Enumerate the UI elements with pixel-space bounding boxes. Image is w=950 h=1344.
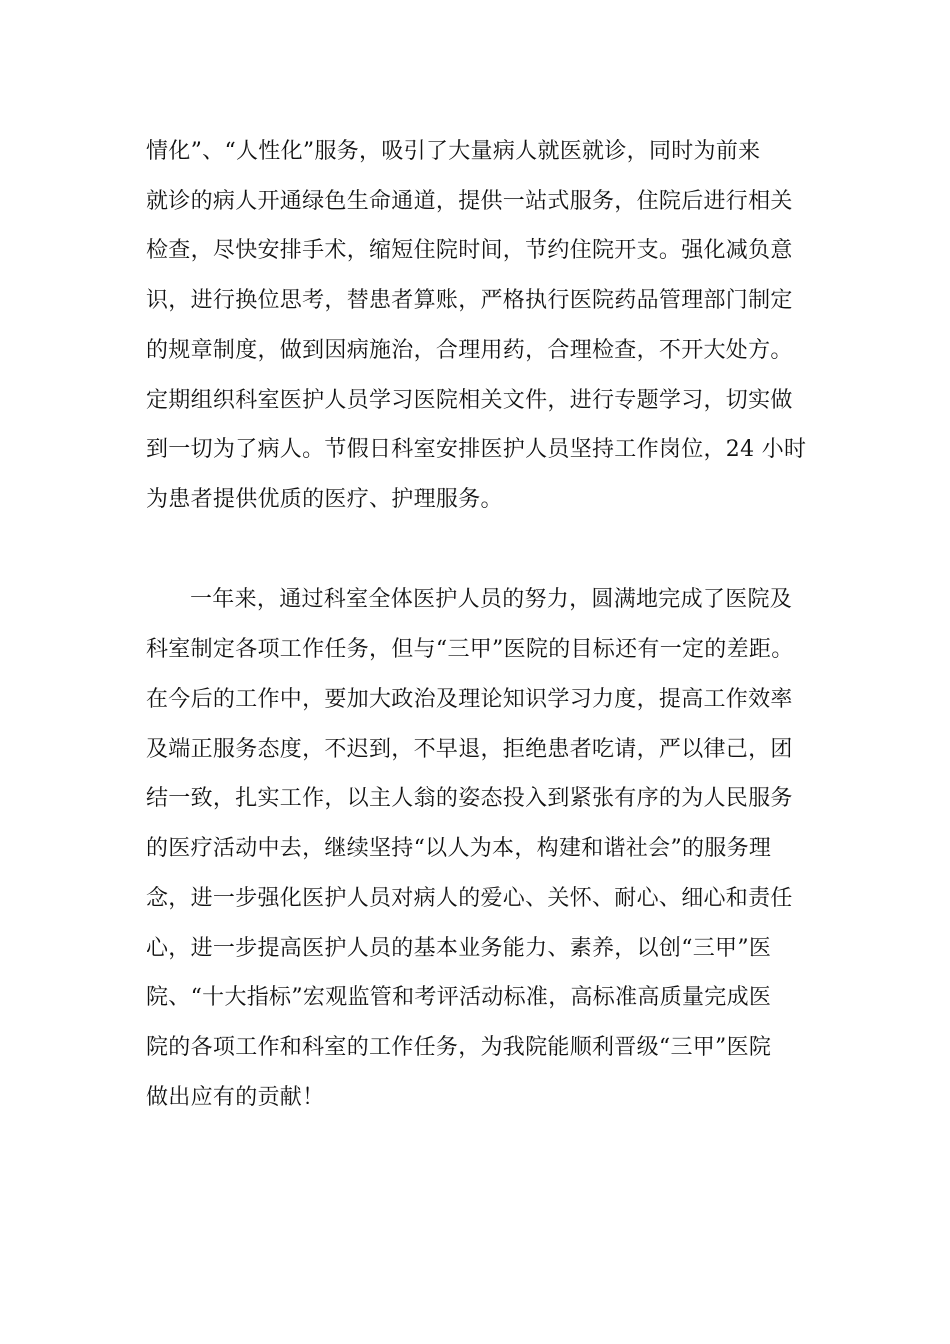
text-line: 做出应有的贡献！: [146, 1085, 325, 1110]
text-line: 检查，尽快安排手术，缩短住院时间，节约住院开支。强化减负意: [146, 238, 793, 263]
text-line: 院、“十大指标”宏观监管和考评活动标准，高标准高质量完成医: [146, 985, 772, 1010]
text-line: 结一致，扎实工作，以主人翁的姿态投入到紧张有序的为人民服务: [146, 786, 793, 811]
text-line: 及端正服务态度，不迟到，不早退，拒绝患者吃请，严以律己，团: [146, 737, 793, 762]
text-line: 念，进一步强化医护人员对病人的爱心、关怀、耐心、细心和责任: [146, 886, 793, 911]
text-line: 的规章制度，做到因病施治，合理用药，合理检查，不开大处方。: [146, 338, 793, 363]
text-line: 就诊的病人开通绿色生命通道，提供一站式服务，住院后进行相关: [146, 189, 793, 214]
text-line: 到一切为了病人。节假日科室安排医护人员坚持工作岗位，24 小时: [146, 437, 807, 462]
text-line: 院的各项工作和科室的工作任务，为我院能顺利晋级“三甲”医院: [146, 1035, 772, 1060]
text-line: 定期组织科室医护人员学习医院相关文件，进行专题学习，切实做: [146, 388, 793, 413]
text-line: 在今后的工作中，要加大政治及理论知识学习力度，提高工作效率: [146, 687, 793, 712]
text-line: 的医疗活动中去，继续坚持“以人为本，构建和谐社会”的服务理: [146, 836, 772, 861]
text-line: 为患者提供优质的医疗、护理服务。: [146, 487, 503, 512]
text-line: 心，进一步提高医护人员的基本业务能力、素养，以创“三甲”医: [146, 936, 772, 961]
text-line: 识，进行换位思考，替患者算账，严格执行医院药品管理部门制定: [146, 288, 793, 313]
text-line: 科室制定各项工作任务，但与“三甲”医院的目标还有一定的差距。: [146, 637, 794, 662]
text-line: 情化”、“人性化”服务，吸引了大量病人就医就诊，同时为前来: [146, 139, 761, 164]
text-line: 一年来，通过科室全体医护人员的努力，圆满地完成了医院及: [190, 587, 793, 612]
